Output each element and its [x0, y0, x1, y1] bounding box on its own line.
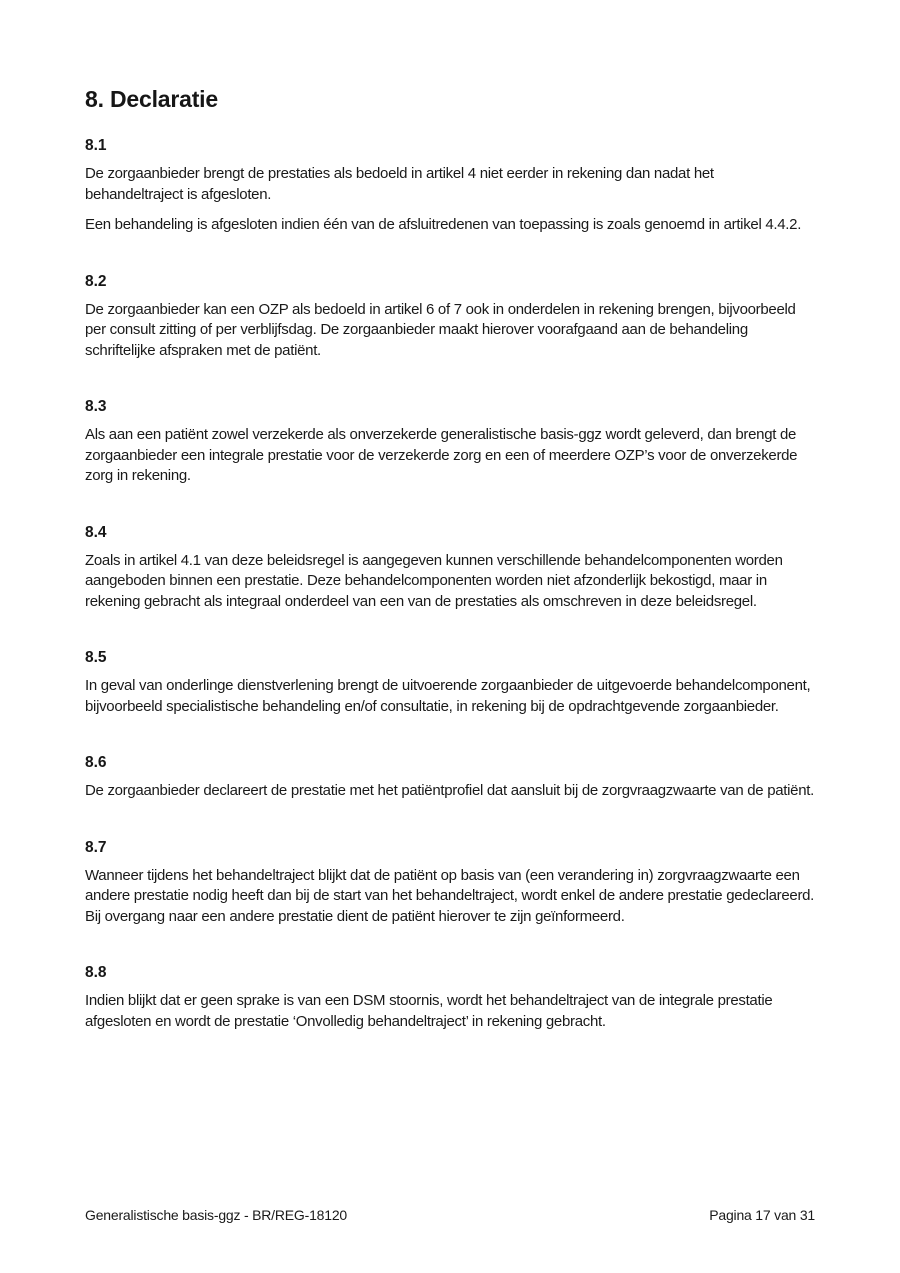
article-paragraph: De zorgaanbieder declareert de prestatie met het patiëntprofiel dat aansluit bij de zorgvraagzwaarte van de patiënt. — [85, 782, 815, 799]
footer-page-number: Pagina 17 van 31 — [709, 1207, 815, 1223]
article-paragraph: Als aan een patiënt zowel verzekerde als onverzekerde generalistische basis-ggz wordt geleverd, dan brengt de zorgaanbieder een integrale prestatie voor de verzekerde zorg en een of meerdere OZP’s voor de onverzekerde zorg in rekening. — [85, 426, 798, 484]
article-number: 8.7 — [85, 838, 107, 856]
document-content — [85, 86, 815, 1032]
article-number: 8.1 — [85, 137, 107, 154]
chapter-title: 8. Declaratie — [85, 86, 218, 112]
page-footer — [85, 1206, 815, 1224]
article-number: 8.3 — [85, 398, 107, 415]
article-paragraph: Wanneer tijdens het behandeltraject blijkt dat de patiënt op basis van (een verandering in) zorgvraagzwaarte een andere prestatie nodig heeft dan bij de start van het behandeltraject, wordt enkel de andere prestatie gedeclareerd. Bij overgang naar een andere prestatie dient de patiënt hierover te zijn geïnformeerd. — [85, 866, 815, 925]
article-paragraph: Een behandeling is afgesloten indien één van de afsluitredenen van toepassing is zoals genoemd in artikel 4.4.2. — [85, 216, 802, 233]
article-number: 8.4 — [85, 523, 107, 541]
article-number: 8.2 — [85, 272, 107, 290]
article-number: 8.6 — [85, 754, 107, 771]
article-8-5 — [85, 649, 815, 717]
article-paragraph: Zoals in artikel 4.1 van deze beleidsregel is aangegeven kunnen verschillende behandelcomponenten worden aangeboden binnen een prestatie. Deze behandelcomponenten worden niet afzonderlijk bekostigd, maar in rekening gebracht als integraal onderdeel van een van de prestaties als omschreven in deze beleidsregel. — [85, 551, 783, 610]
article-8-6 — [85, 754, 815, 802]
article-paragraph: In geval van onderlinge dienstverlening brengt de uitvoerende zorgaanbieder de uitgevoerde behandelcomponent, bijvoorbeeld specialistische behandeling en/of consultatie, in rekening bij de opdrachtgevende zorgaanbieder. — [85, 677, 811, 715]
article-paragraph: Indien blijkt dat er geen sprake is van een DSM stoornis, wordt het behandeltraject van de integrale prestatie afgesloten en wordt de prestatie ‘Onvolledig behandeltraject’ in rekening gebracht. — [85, 992, 773, 1030]
article-number: 8.8 — [85, 964, 107, 981]
article-8-3 — [85, 398, 815, 487]
article-8-8 — [85, 964, 815, 1032]
article-8-7 — [85, 839, 815, 928]
article-8-1 — [85, 137, 815, 236]
article-8-2 — [85, 273, 815, 362]
article-number: 8.5 — [85, 649, 107, 666]
footer-document-reference: Generalistische basis-ggz - BR/REG-18120 — [85, 1207, 348, 1223]
article-paragraph: De zorgaanbieder brengt de prestaties als bedoeld in artikel 4 niet eerder in rekening dan nadat het behandeltraject is afgesloten. — [85, 165, 714, 203]
article-paragraph: De zorgaanbieder kan een OZP als bedoeld in artikel 6 of 7 ook in onderdelen in rekening brengen, bijvoorbeeld per consult zitting of per verblijfsdag. De zorgaanbieder maakt hierover voorafgaand aan de behandeling schriftelijke afspraken met de patiënt. — [85, 300, 796, 359]
article-8-4 — [85, 524, 815, 613]
